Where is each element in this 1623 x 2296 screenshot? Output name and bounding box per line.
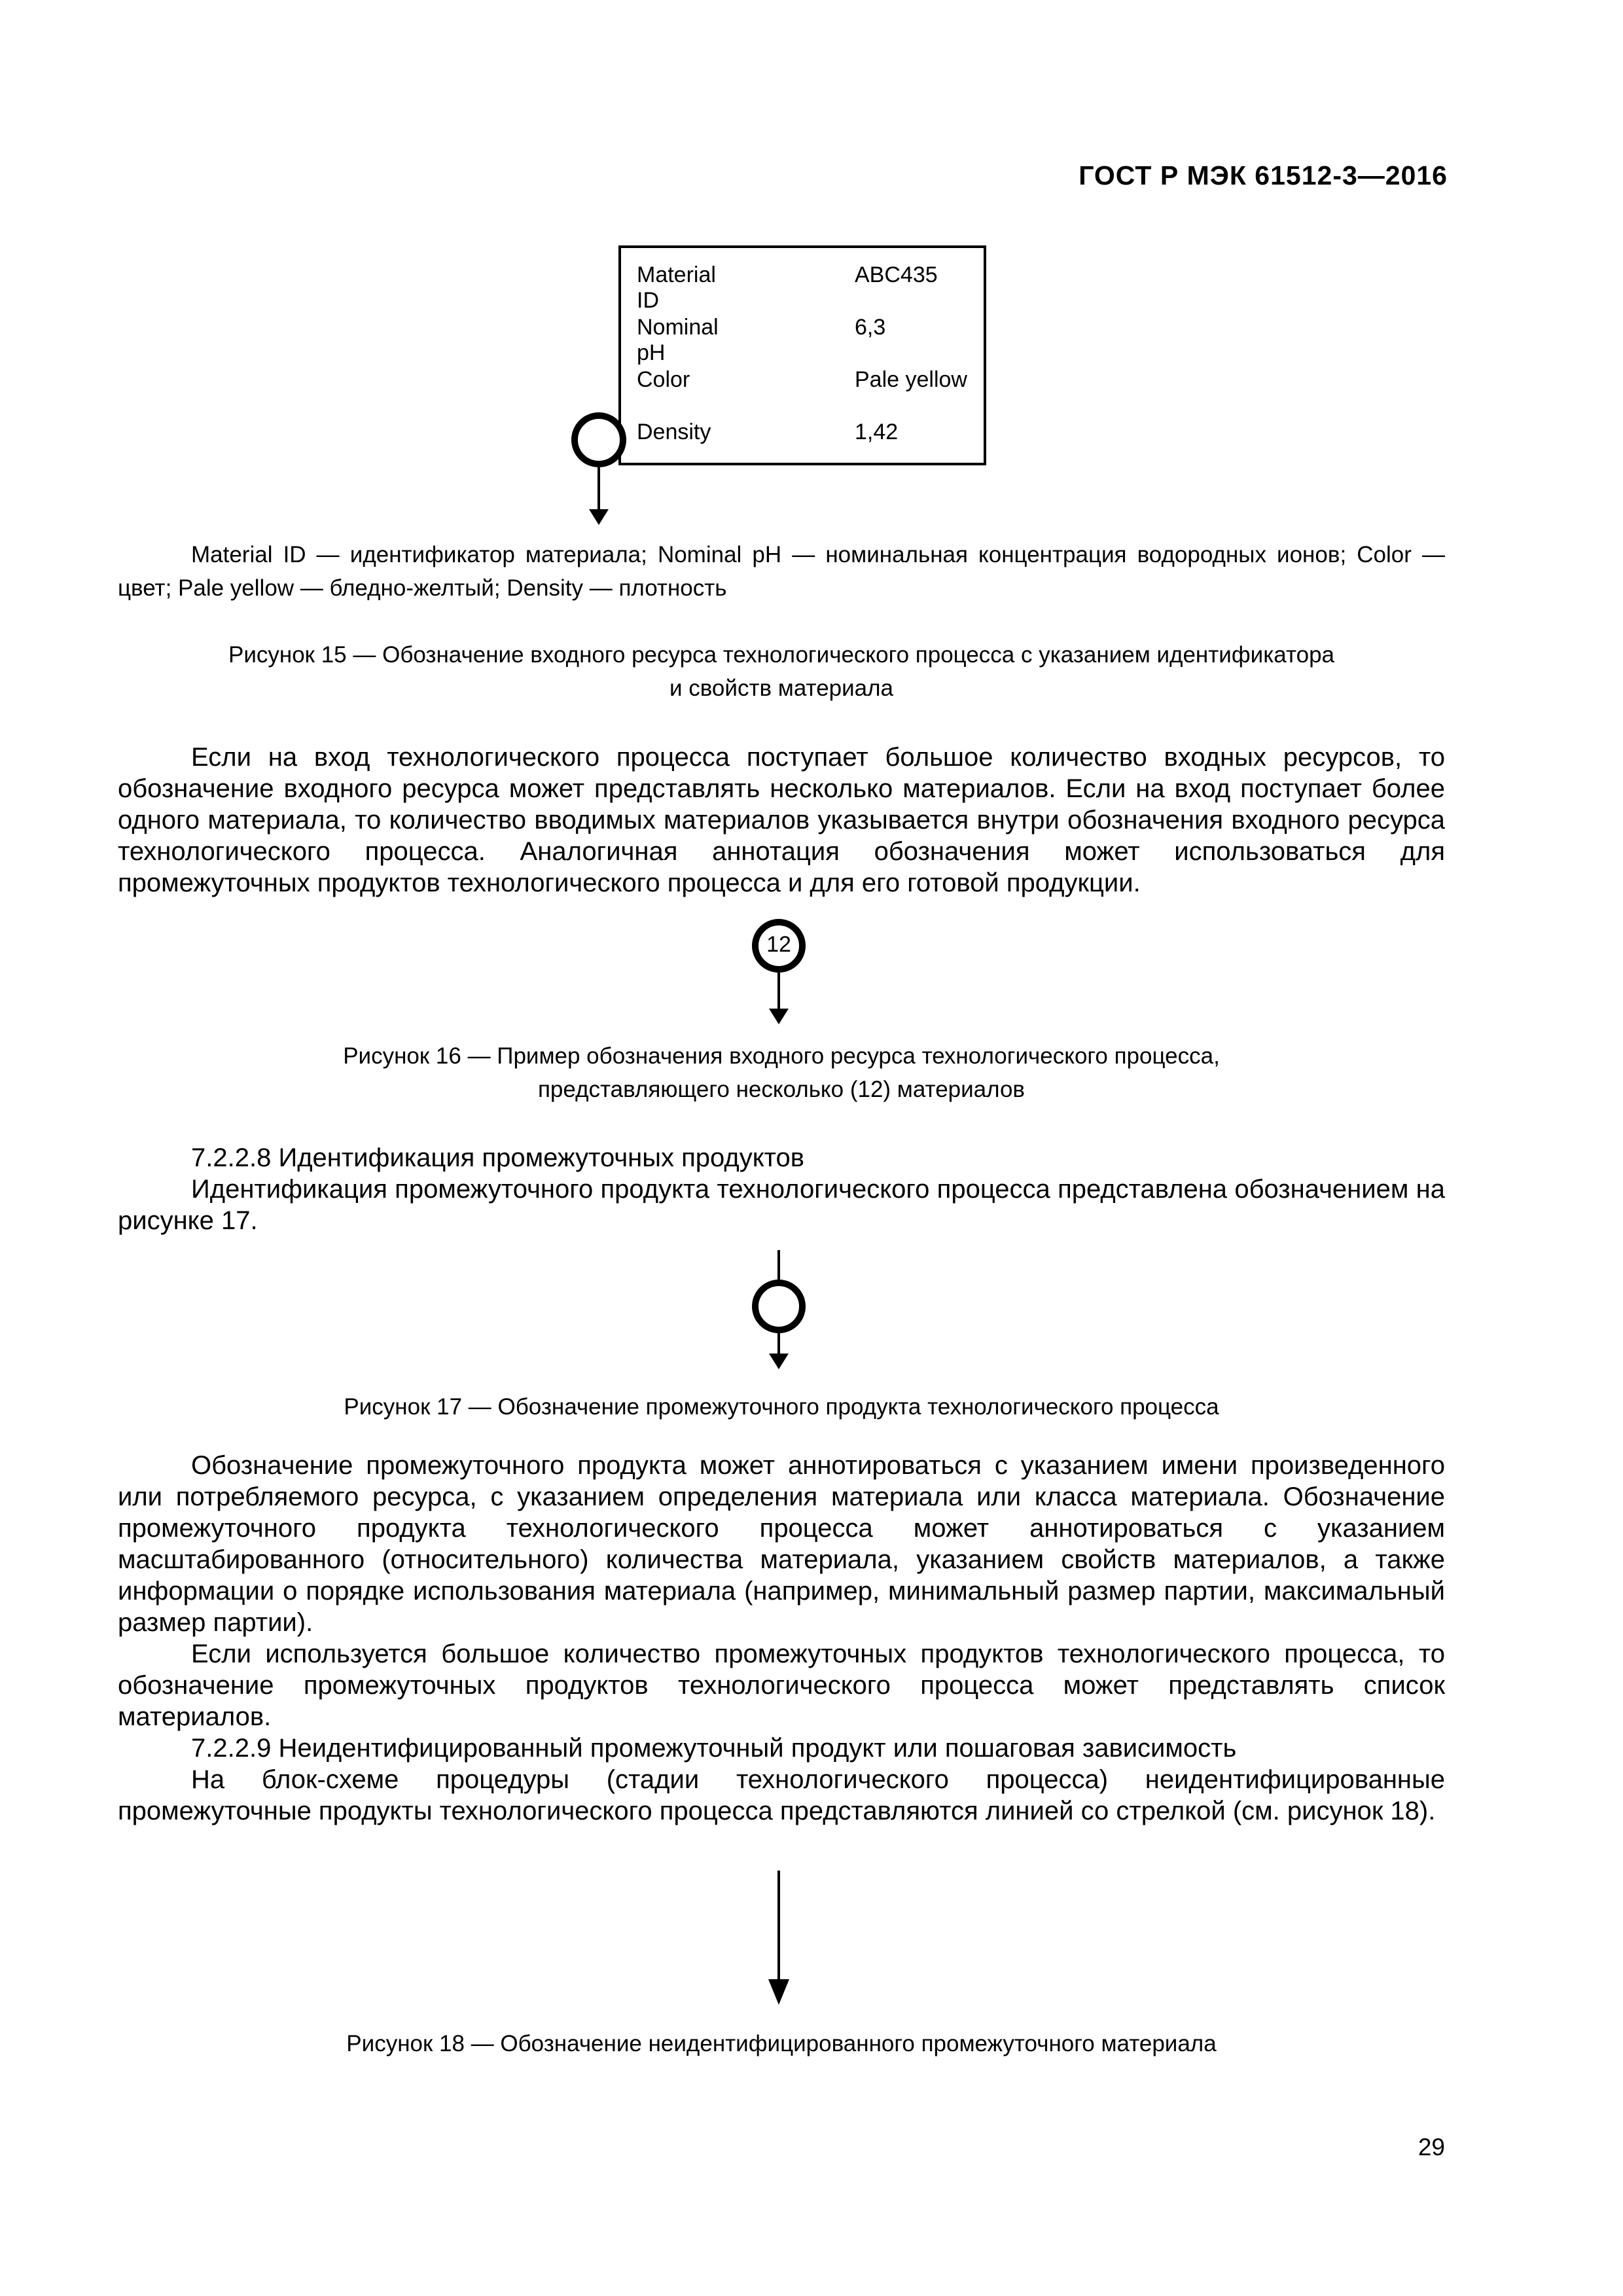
paragraph-text: Обозначение промежуточного продукта может аннотироваться с указанием имени произведенного или потребляемого ресурса, с указанием определения материала или класса материала. Обозначение промежуточного продукта технологического процесса может аннотироваться с указанием масштабированного (относительного) количества материала, указанием свойств материалов, а также информации о порядке использования материала (например, минимальный размер партии, максимальный размер партии). bbox=[118, 1451, 1445, 1637]
paragraph-text: Если на вход технологического процесса поступает большое количество входных ресурсов, то обозначение входного ресурса может представлять несколько материалов. Если на вход поступает более одного материала, то количество вводимых материалов указывается внутри обозначения входного ресурса технологического процесса. Аналогичная аннотация обозначения может использоваться для промежуточных продуктов технологического процесса и для его готовой продукции. bbox=[118, 743, 1445, 897]
material-count-label: 12 bbox=[766, 932, 791, 957]
table-value: ABC435 bbox=[855, 262, 938, 287]
page-number: 29 bbox=[1418, 2134, 1445, 2161]
document-header: ГОСТ Р МЭК 61512-3—2016 bbox=[1079, 160, 1448, 190]
paragraph-annotation bbox=[118, 1450, 1445, 1827]
caption-line: представляющего несколько (12) материалов bbox=[537, 1077, 1026, 1102]
section-7228 bbox=[118, 1142, 1445, 1236]
unidentified-intermediate-arrow bbox=[753, 1871, 805, 2011]
table-key: Density bbox=[637, 420, 711, 444]
table-value: Pale yellow bbox=[855, 367, 967, 392]
paragraph-text: Если используется большое количество промежуточных продуктов технологического процесса, то обозначение промежуточных продуктов технологического процесса может представлять список материалов. bbox=[118, 1640, 1445, 1731]
paragraph-multiple-inputs bbox=[118, 742, 1445, 899]
arrow-head-icon bbox=[589, 509, 609, 525]
legend-text: Material ID — идентификатор материала; Nominal pH — номинальная концентрация водородных ионов; Color — цвет; Pale yellow — бледно-желтый; Density — плотность bbox=[118, 542, 1445, 601]
material-properties-table bbox=[618, 245, 986, 465]
caption-line: Рисунок 16 — Пример обозначения входного ресурса технологического процесса, bbox=[343, 1043, 1220, 1069]
table-value: 1,42 bbox=[855, 420, 899, 444]
figure17-caption: Рисунок 17 — Обозначение промежуточного продукта технологического процесса bbox=[344, 1394, 1219, 1420]
figure15-caption bbox=[118, 638, 1445, 705]
figure18-caption: Рисунок 18 — Обозначение неидентифицированного промежуточного материала bbox=[346, 2031, 1217, 2056]
table-key: Nominal pH bbox=[637, 315, 719, 365]
caption-line: и свойств материала bbox=[669, 675, 894, 701]
table-key: Material ID bbox=[637, 262, 716, 313]
caption-line: Рисунок 15 — Обозначение входного ресурса технологического процесса с указанием идентификатора bbox=[228, 642, 1334, 668]
arrow-head-icon bbox=[769, 1009, 789, 1024]
arrow-head-icon bbox=[769, 1354, 789, 1369]
table-value: 6,3 bbox=[855, 315, 886, 340]
section-text: На блок-схеме процедуры (стадии технологического процесса) неидентифицированные промежуточные продукты технологического процесса представляются линией со стрелкой (см. рисунок 18). bbox=[118, 1765, 1445, 1825]
intermediate-product-symbol bbox=[740, 1250, 818, 1374]
table-key: Color bbox=[637, 367, 690, 392]
section-heading: 7.2.2.8 Идентификация промежуточных продуктов bbox=[191, 1143, 805, 1172]
figure15-legend bbox=[118, 538, 1445, 605]
section-heading: 7.2.2.9 Неидентифицированный промежуточный продукт или пошаговая зависимость bbox=[191, 1734, 1237, 1763]
section-text: Идентификация промежуточного продукта технологического процесса представлена обозначением на рисунке 17. bbox=[118, 1175, 1445, 1235]
input-resource-symbol bbox=[563, 406, 635, 530]
arrow-head-icon bbox=[768, 1979, 789, 2005]
figure16-caption bbox=[118, 1039, 1445, 1106]
input-resource-circle bbox=[575, 416, 623, 464]
intermediate-product-circle bbox=[755, 1283, 802, 1330]
